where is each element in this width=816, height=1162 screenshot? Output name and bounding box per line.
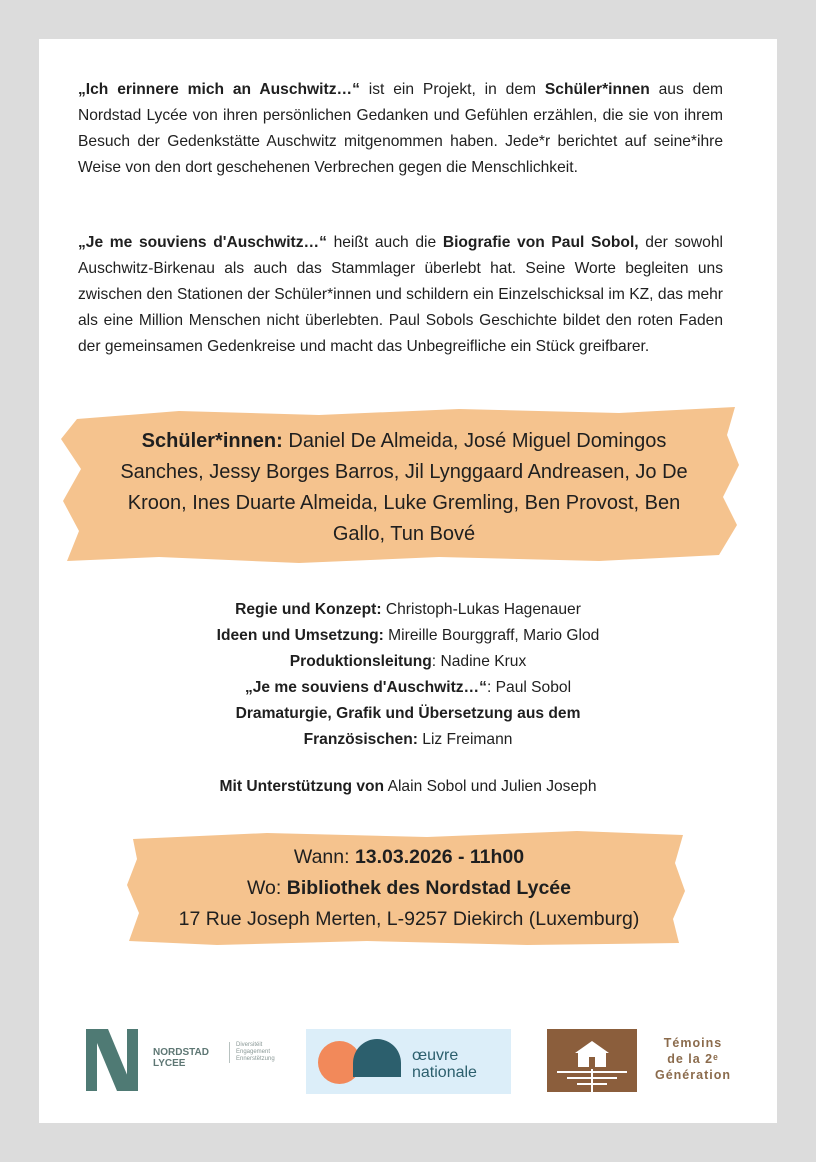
credit-row: „Je me souviens d'Auschwitz…“: Paul Sobol (244, 679, 572, 696)
credit-row: Produktionsleitung: Nadine Krux (289, 653, 527, 670)
temoins-house-icon (547, 1029, 637, 1092)
biography-title: „Je me souviens d'Auschwitz…“ (78, 234, 327, 251)
credit-row: Regie und Konzept: Christoph-Lukas Hagenauer (235, 601, 581, 618)
nordstad-logo-text: NORDSTAD LYCEE (153, 1047, 209, 1069)
cast-label: Schüler*innen: (141, 430, 283, 452)
oeuvre-nationale-logo (306, 1029, 511, 1094)
credit-row: Französischen: Liz Freimann (303, 731, 513, 748)
event-address: 17 Rue Joseph Merten, L-9257 Diekirch (Luxemburg) (178, 908, 640, 930)
cast-list (99, 426, 709, 550)
support-line: Mit Unterstützung von Alain Sobol und Julien Joseph (219, 778, 597, 795)
project-title: „Ich erinnere mich an Auschwitz…“ (78, 81, 360, 98)
event-when: Wann: 13.03.2026 - 11h00 (293, 846, 525, 868)
nordstad-tagline: Diversitéit Engagement Ennerstëtzung (229, 1042, 275, 1063)
cast-names: Daniel De Almeida, José Miguel Domingos Sanches, Jessy Borges Barros, Jil Lynggaard Andreasen, Jo De Kroon, Ines Duarte Almeida, Luke Gremling, Ben Provost, Ben Gallo, Tun Bové (120, 430, 688, 545)
intro-paragraph-2: „Je me souviens d'Auschwitz…“ heißt auch die Biografie von Paul Sobol, der sowohl Auschwitz-Birkenau als auch das Stammlager überlebt hat. Seine Worte begleiten uns zwischen den Stationen der Schüler*innen und schildern ein Einzelschicksal im KZ, das mehr als eine Million Menschen nicht überlebten. Paul Sobols Geschichte bildet den roten Faden der gemeinsamen Gedenkreise und macht das Unbegreifliche ein Stück greifbarer. (78, 234, 723, 355)
nordstad-n-icon (86, 1029, 138, 1091)
flyer-page (39, 39, 777, 1123)
oeuvre-logo-text: œuvre nationale (412, 1047, 477, 1081)
credits-block (39, 597, 777, 753)
event-where: Wo: Bibliothek des Nordstad Lycée (247, 877, 571, 899)
credit-row: Ideen und Umsetzung: Mireille Bourggraff, Mario Glod (216, 627, 600, 644)
credit-row: Dramaturgie, Grafik und Übersetzung aus dem (235, 705, 581, 722)
temoins-logo-text: Témoins de la 2ᵉ Génération (655, 1036, 731, 1082)
event-details (129, 842, 689, 935)
blue-arch-icon (353, 1039, 401, 1077)
intro-paragraph-1: „Ich erinnere mich an Auschwitz…“ ist ein Projekt, in dem Schüler*innen aus dem Nordstad Lycée von ihren persönlichen Gedanken und Gefühlen erzählen, die sie von ihrem Besuch der Gedenkstätte Auschwitz mitgenommen haben. Jede*r berichtet auf seine*ihre Weise von den dort geschehenen Verbrechen gegen die Menschlichkeit. (78, 81, 723, 176)
sponsor-logos (39, 1029, 777, 1109)
